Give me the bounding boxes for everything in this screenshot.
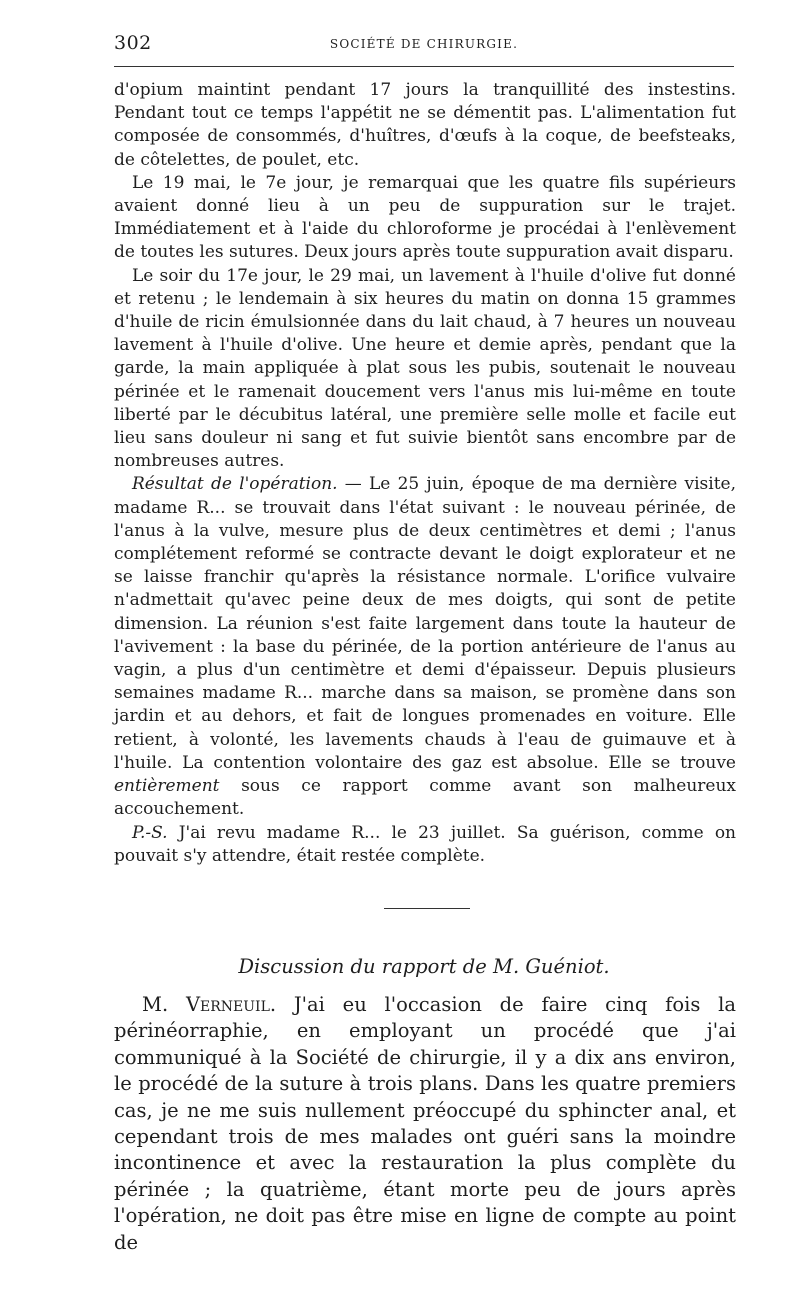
emphasis: entièrement [114,776,220,797]
page-number: 302 [114,32,152,54]
paragraph [114,265,736,474]
paragraph-text: sous ce rapport comme avant son malheureux accouchement. [114,776,736,820]
running-title: SOCIÉTÉ DE CHIRURGIE. [329,37,519,51]
paragraph [114,473,736,821]
paragraph [114,822,736,868]
paragraph-text: Le 19 mai, le 7e jour, je remarquai que les quatre fils supérieurs avaient donné lieu à un peu de suppuration sur le trajet. Immédiatement et à l'aide du chloroforme je procédai à l'enlèvement de toutes les sutures. Deux jours après toute suppuration avait disparu. [114,172,736,263]
discussion-body [114,992,736,1256]
postscript-label: P.-S. [132,822,168,843]
page-header [114,30,734,60]
paragraph-text: — Le 25 juin, époque de ma dernière visite, madame R... se trouvait dans l'état suivant : le nouveau périnée, de l'anus à la vulve, mesure plus de deux centimètres et demi ; l'anus complétement reformé se contracte devant le doigt explorateur et ne se laisse franchir qu'après la résistance normale. L'orifice vulvaire n'admettait qu'avec peine deux de mes doigts, qui sont de petite dimension. La réunion s'est faite largement dans toute la hauteur de l'avivement : la base du périnée, de la portion antérieure de l'anus au vagin, a plus d'un centimètre et demi d'épaisseur. Depuis plusieurs semaines madame R... marche dans sa maison, se promène dans son jardin et au dehors, et fait de longues promenades en voiture. Elle retient, à volonté, les lavements chauds à l'eau de guimauve et à l'huile. La contention volontaire des gaz est absolue. Elle se trouve [114,474,736,773]
speaker-name: M. Verneuil. [142,993,277,1016]
case-report-body [114,79,736,868]
paragraph-text: J'ai revu madame R... le 23 juillet. Sa guérison, comme on pouvait s'y attendre, était restée complète. [114,822,736,866]
paragraph [114,79,736,172]
result-heading: Résultat de l'opération. [132,474,338,495]
paragraph [114,992,736,1256]
section-divider [384,908,470,909]
paragraph-text: J'ai eu l'occasion de faire cinq fois la périnéorraphie, en employant un procédé que j'ai communiqué à la Société de chirurgie, il y a dix ans environ, le procédé de la suture à trois plans. Dans les quatre premiers cas, je ne me suis nullement préoccupé du sphincter anal, et cependant trois de mes malades ont guéri sans la moindre incontinence et avec la restauration la plus complète du périnée ; la quatrième, étant morte peu de jours après l'opération, ne doit pas être mise en ligne de compte au point de [114,993,736,1254]
paragraph-text: d'opium maintint pendant 17 jours la tranquillité des instestins. Pendant tout ce temps l'appétit ne se démentit pas. L'alimentation fut composée de consommés, d'huîtres, d'œufs à la coque, de beefsteaks, de côtelettes, de poulet, etc. [114,80,736,170]
header-rule [114,66,734,67]
paragraph-text: Le soir du 17e jour, le 29 mai, un lavement à l'huile d'olive fut donné et retenu ; le lendemain à six heures du matin on donna 15 grammes d'huile de ricin émulsionnée dans du lait chaud, à 7 heures un nouveau lavement à l'huile d'olive. Une heure et demie après, pendant que la garde, la main appliquée à plat sous les pubis, soutenait le nouveau périnée et le ramenait doucement vers l'anus mis lui-même en toute liberté par le décubitus latéral, une première selle molle et facile eut lieu sans douleur ni sang et fut suivie bientôt sans encombre par de nombreuses autres. [114,265,736,472]
paragraph [114,172,736,265]
section-title: Discussion du rapport de M. Guéniot. [238,955,610,978]
